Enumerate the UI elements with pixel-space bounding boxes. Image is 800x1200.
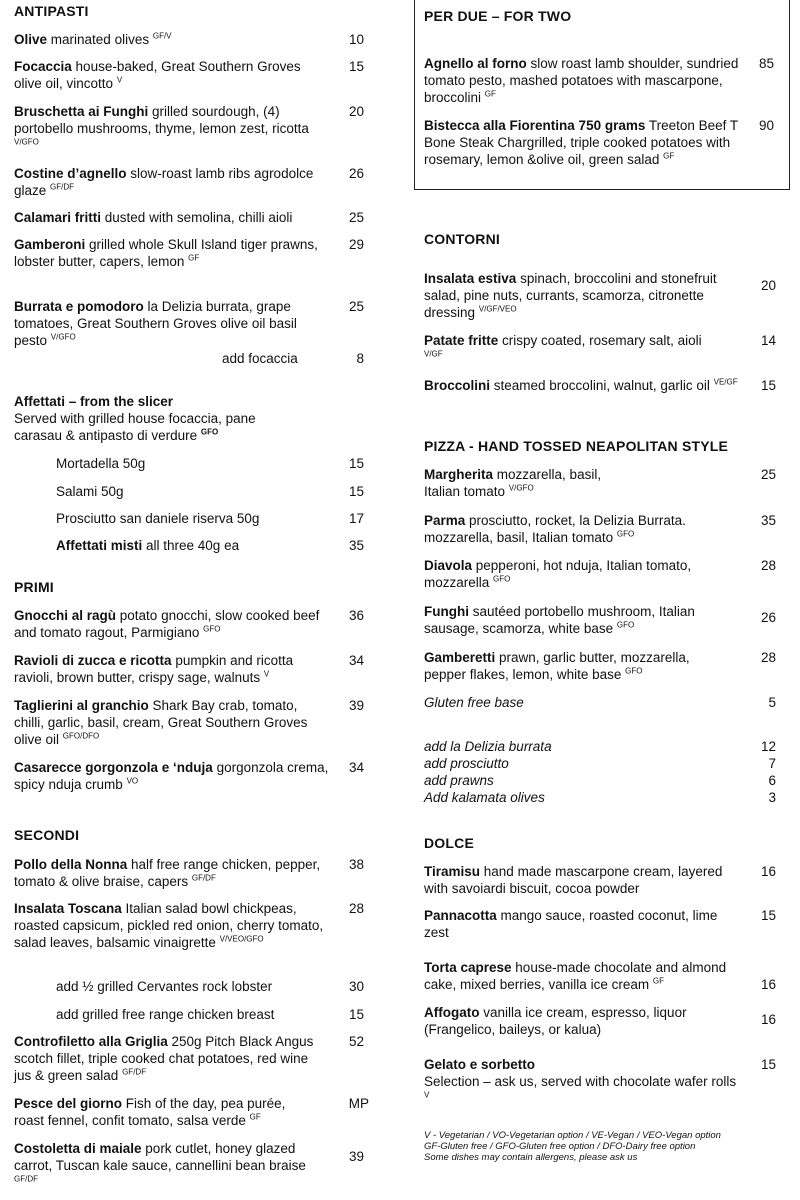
section-title-antipasti: ANTIPASTI	[14, 3, 89, 19]
addon-price: 3	[768, 790, 776, 805]
item-price: 26	[348, 166, 364, 181]
menu-item	[14, 58, 374, 92]
item-name: Costine d’agnello	[14, 166, 127, 181]
diet-tag: GFO	[625, 666, 643, 676]
addon-price: 6	[768, 773, 776, 788]
addon-line	[424, 755, 776, 772]
item-name: Casarecce gorgonzola e ‘nduja	[14, 760, 213, 775]
item-name: Prosciutto san daniele riserva 50g	[56, 511, 260, 526]
item-desc: pumpkin and ricotta ravioli, brown butter, crispy sage, walnuts	[14, 653, 294, 685]
item-desc: slow-roast lamb ribs agrodolce glaze	[14, 166, 314, 198]
item-desc: half free range chicken, pepper, tomato & olive braise, capers	[14, 857, 321, 889]
item-price: 35	[760, 513, 776, 528]
addon-price: 7	[768, 756, 776, 771]
item-desc: Treeton Beef T Bone Steak Chargrilled, triple cooked potatoes with rosemary, lemon &olive oil, green salad	[424, 118, 738, 167]
item-price: 28	[760, 650, 776, 665]
addon-label: add ½ grilled Cervantes rock lobster	[56, 979, 273, 994]
addon-line	[56, 1006, 374, 1023]
menu-item	[14, 298, 374, 349]
item-name: Calamari fritti	[14, 210, 102, 225]
slicer-item	[56, 483, 374, 500]
item-name: Tiramisu	[424, 864, 481, 879]
menu-item	[424, 649, 776, 683]
addon-label: add prawns	[424, 773, 494, 788]
item-name: Ravioli di zucca e ricotta	[14, 653, 172, 668]
menu-item	[14, 1140, 374, 1191]
menu-item	[14, 900, 374, 951]
menu-item	[14, 103, 374, 154]
item-price: 15	[760, 378, 776, 393]
item-price: 34	[348, 653, 364, 668]
menu-item	[14, 697, 374, 748]
item-price: 16	[760, 864, 776, 879]
item-price: 14	[760, 333, 776, 348]
diet-tag: GFO	[200, 427, 219, 437]
item-price: 16	[760, 1012, 776, 1027]
diet-tag: VO	[126, 776, 139, 786]
menu-item	[14, 236, 374, 270]
item-name: Gamberetti	[424, 650, 496, 665]
item-name: Pesce del giorno	[14, 1096, 123, 1111]
menu-item	[424, 117, 776, 168]
menu-item	[14, 1033, 374, 1084]
dietary-legend	[424, 1130, 776, 1163]
item-name: Gelato e sorbetto	[424, 1057, 536, 1072]
item-name: Taglierini al granchio	[14, 698, 149, 713]
item-name: Parma	[424, 513, 466, 528]
diet-tag: V/VEO/GFO	[219, 934, 264, 944]
item-name: Bistecca alla Fiorentina 750 grams	[424, 118, 646, 133]
item-name: Focaccia	[14, 59, 72, 74]
item-desc: potato gnocchi, slow cooked beef and tomato ragout, Parmigiano	[14, 608, 320, 640]
item-name: Affettati misti	[56, 538, 143, 553]
item-price: 20	[760, 278, 776, 293]
item-price: 38	[348, 857, 364, 872]
item-desc: gorgonzola crema, spicy nduja crumb	[14, 760, 329, 792]
item-price: 25	[348, 299, 364, 314]
item-name: Broccolini	[424, 378, 491, 393]
item-desc: prawn, garlic butter, mozzarella, pepper flakes, lemon, white base	[424, 650, 690, 682]
affettati-section	[14, 393, 374, 444]
menu-item	[424, 603, 776, 637]
addon-label: Gluten free base	[424, 695, 524, 710]
section-title-dolce: DOLCE	[424, 835, 474, 851]
addon-line	[56, 978, 374, 995]
item-price: 15	[760, 908, 776, 923]
item-desc: slow roast lamb shoulder, sundried tomato pesto, mashed potatoes with mascarpone, broccolini	[424, 56, 739, 105]
item-name: Salami 50g	[56, 484, 124, 499]
addon-label: add prosciutto	[424, 756, 509, 771]
item-name: Olive	[14, 32, 48, 47]
menu-item	[424, 959, 776, 993]
item-name: Insalata estiva	[424, 271, 517, 286]
item-name: Diavola	[424, 558, 473, 573]
addon-price: 15	[348, 1007, 364, 1022]
diet-tag: GF/V	[152, 31, 172, 41]
diet-tag: GF	[188, 253, 200, 263]
item-name: Bruschetta ai Funghi	[14, 104, 149, 119]
section-title-contorni: CONTORNI	[424, 231, 501, 247]
gluten-free-base	[424, 694, 776, 711]
menu-item	[424, 466, 776, 500]
diet-tag: GF/DF	[14, 1174, 38, 1184]
item-price: 17	[348, 511, 364, 526]
diet-tag: V/GF/VEO	[478, 304, 517, 314]
item-price: 39	[348, 1149, 364, 1164]
item-desc: hand made mascarpone cream, layered with savoiardi biscuit, cocoa powder	[424, 864, 723, 896]
item-price: 36	[348, 608, 364, 623]
item-desc: house-made chocolate and almond cake, mixed berries, vanilla ice cream	[424, 960, 727, 992]
item-price: 25	[760, 467, 776, 482]
item-price: 90	[758, 118, 774, 133]
section-title-secondi: SECONDI	[14, 827, 80, 843]
menu-item	[424, 907, 776, 941]
item-desc: mozzarella, basil, Italian tomato	[424, 467, 602, 499]
item-name: Funghi	[424, 604, 469, 619]
item-name: Pollo della Nonna	[14, 857, 128, 872]
addon-line	[424, 738, 776, 755]
section-title-per-due: PER DUE – FOR TWO	[424, 8, 572, 24]
menu-item	[424, 377, 776, 394]
menu-item	[14, 607, 374, 641]
addon-price: 30	[348, 979, 364, 994]
addon-label: add focaccia	[222, 351, 298, 366]
item-desc: marinated olives	[47, 32, 153, 47]
item-desc: pepperoni, hot nduja, Italian tomato, mozzarella	[424, 558, 692, 590]
item-desc: all three 40g ea	[142, 538, 240, 553]
item-price: 39	[348, 698, 364, 713]
menu-item	[14, 165, 374, 199]
addon-price: 8	[356, 351, 364, 366]
addon-price: 12	[760, 739, 776, 754]
menu-item	[424, 1004, 776, 1038]
diet-tag: GFO/DFO	[62, 731, 100, 741]
item-name: Burrata e pomodoro	[14, 299, 144, 314]
menu-item	[14, 856, 374, 890]
item-desc: sautéed portobello mushroom, Italian sausage, scamorza, white base	[424, 604, 695, 636]
menu-item	[424, 1056, 776, 1107]
menu-item	[424, 270, 776, 321]
item-name: Affogato	[424, 1005, 480, 1020]
section-title-pizza: PIZZA - HAND TOSSED NEAPOLITAN STYLE	[424, 438, 729, 454]
menu-item	[424, 55, 776, 106]
section-title-primi: PRIMI	[14, 579, 54, 595]
item-desc: Selection – ask us, served with chocolate wafer rolls	[424, 1074, 737, 1089]
item-price: 26	[760, 610, 776, 625]
item-name: Torta caprese	[424, 960, 512, 975]
diet-tag: GF	[663, 151, 675, 161]
item-price: 28	[760, 558, 776, 573]
diet-tag: V/GF	[424, 349, 443, 359]
item-price: 10	[348, 32, 364, 47]
diet-tag: V/GFO	[508, 483, 534, 493]
menu-item	[14, 209, 374, 226]
diet-tag: V/GFO	[50, 332, 76, 342]
item-desc: Shark Bay crab, tomato, chilli, garlic, basil, cream, Great Southern Groves olive oil	[14, 698, 308, 747]
menu-item	[424, 512, 776, 546]
addon-label: add la Delizia burrata	[424, 739, 552, 754]
item-desc: vanilla ice cream, espresso, liquor (Frangelico, baileys, or kalua)	[424, 1005, 687, 1037]
affettati-desc: Served with grilled house focaccia, pane carasau & antipasto di verdure	[14, 411, 256, 443]
item-name: Controfiletto alla Griglia	[14, 1034, 168, 1049]
diet-tag: VE/GF	[713, 377, 738, 387]
item-price: 16	[760, 977, 776, 992]
menu-item	[424, 863, 776, 897]
addon-line	[424, 789, 776, 806]
menu-item	[14, 1095, 374, 1129]
item-name: Pannacotta	[424, 908, 497, 923]
addon-label: add grilled free range chicken breast	[56, 1007, 275, 1022]
item-name: Gnocchi al ragù	[14, 608, 117, 623]
item-desc: spinach, broccolini and stonefruit salad, pine nuts, currants, scamorza, citronette dressing	[424, 271, 717, 320]
legend-line: V - Vegetarian / VO-Vegetarian option / VE-Vegan / VEO-Vegan option	[424, 1130, 721, 1141]
menu-item	[424, 557, 776, 591]
slicer-item	[56, 455, 374, 472]
item-desc: Italian salad bowl chickpeas, roasted capsicum, pickled red onion, cherry tomato, salad leaves, balsamic vinaigrette	[14, 901, 324, 950]
diet-tag: GF	[652, 976, 664, 986]
item-price: 25	[348, 210, 364, 225]
legend-line: GF-Gluten free / GFO-Gluten free option / DFO-Dairy free option	[424, 1141, 696, 1152]
diet-tag: GF	[249, 1112, 261, 1122]
item-price: 20	[348, 104, 364, 119]
item-desc: crispy coated, rosemary salt, aioli	[498, 333, 702, 348]
addon-line	[424, 772, 776, 789]
menu-item	[14, 759, 374, 793]
item-desc: pork cutlet, honey glazed carrot, Tuscan kale sauce, cannellini bean braise	[14, 1141, 306, 1173]
diet-tag: GFO	[493, 574, 511, 584]
diet-tag: GFO	[616, 529, 635, 539]
item-name: Gamberoni	[14, 237, 86, 252]
item-price: 15	[348, 456, 364, 471]
item-name: Margherita	[424, 467, 494, 482]
diet-tag: GF/DF	[122, 1067, 147, 1077]
legend-line: Some dishes may contain allergens, please ask us	[424, 1152, 638, 1163]
item-price: 35	[348, 538, 364, 553]
item-desc: Fish of the day, pea purée, roast fennel, confit tomato, salsa verde	[14, 1096, 286, 1128]
item-desc: prosciutto, rocket, la Delizia Burrata. mozzarella, basil, Italian tomato	[424, 513, 686, 545]
item-price: 15	[760, 1057, 776, 1072]
item-price: 15	[348, 484, 364, 499]
affettati-title: Affettati – from the slicer	[14, 394, 174, 409]
item-price: 52	[348, 1034, 364, 1049]
item-name: Patate fritte	[424, 333, 499, 348]
item-price: MP	[348, 1096, 369, 1111]
item-price: 34	[348, 760, 364, 775]
menu-item	[14, 652, 374, 686]
diet-tag: V/GFO	[14, 137, 39, 147]
diet-tag: V	[116, 75, 123, 85]
item-desc: house-baked, Great Southern Groves olive oil, vincotto	[14, 59, 301, 91]
menu-item	[424, 332, 776, 366]
item-desc: dusted with semolina, chilli aioli	[101, 210, 293, 225]
item-price: 28	[348, 901, 364, 916]
item-price: 29	[348, 237, 364, 252]
item-desc: steamed broccolini, walnut, garlic oil	[490, 378, 714, 393]
item-desc: mango sauce, roasted coconut, lime zest	[424, 908, 718, 940]
diet-tag: GF	[484, 89, 496, 99]
addon-label: Add kalamata olives	[424, 790, 545, 805]
diet-tag: GF/DF	[191, 873, 216, 883]
addon-price: 5	[768, 695, 776, 710]
item-name: Insalata Toscana	[14, 901, 122, 916]
item-desc: grilled whole Skull Island tiger prawns, lobster butter, capers, lemon	[14, 237, 318, 269]
slicer-item	[56, 510, 374, 527]
item-name: Costoletta di maiale	[14, 1141, 142, 1156]
item-desc: la Delizia burrata, grape tomatoes, Great Southern Groves olive oil basil pesto	[14, 299, 297, 348]
item-desc: 250g Pitch Black Angus scotch fillet, triple cooked chat potatoes, red wine jus & green salad	[14, 1034, 314, 1083]
diet-tag: V	[424, 1090, 430, 1100]
item-name: Agnello al forno	[424, 56, 527, 71]
diet-tag: GFO	[616, 620, 635, 630]
diet-tag: V	[263, 669, 270, 679]
diet-tag: GF/DF	[50, 182, 75, 192]
item-name: Mortadella 50g	[56, 456, 146, 471]
item-price: 15	[348, 59, 364, 74]
diet-tag: GFO	[203, 624, 221, 634]
item-desc: grilled sourdough, (4) portobello mushrooms, thyme, lemon zest, ricotta	[14, 104, 309, 136]
slicer-item	[56, 537, 374, 554]
item-price: 85	[758, 56, 774, 71]
menu-item	[14, 31, 374, 48]
